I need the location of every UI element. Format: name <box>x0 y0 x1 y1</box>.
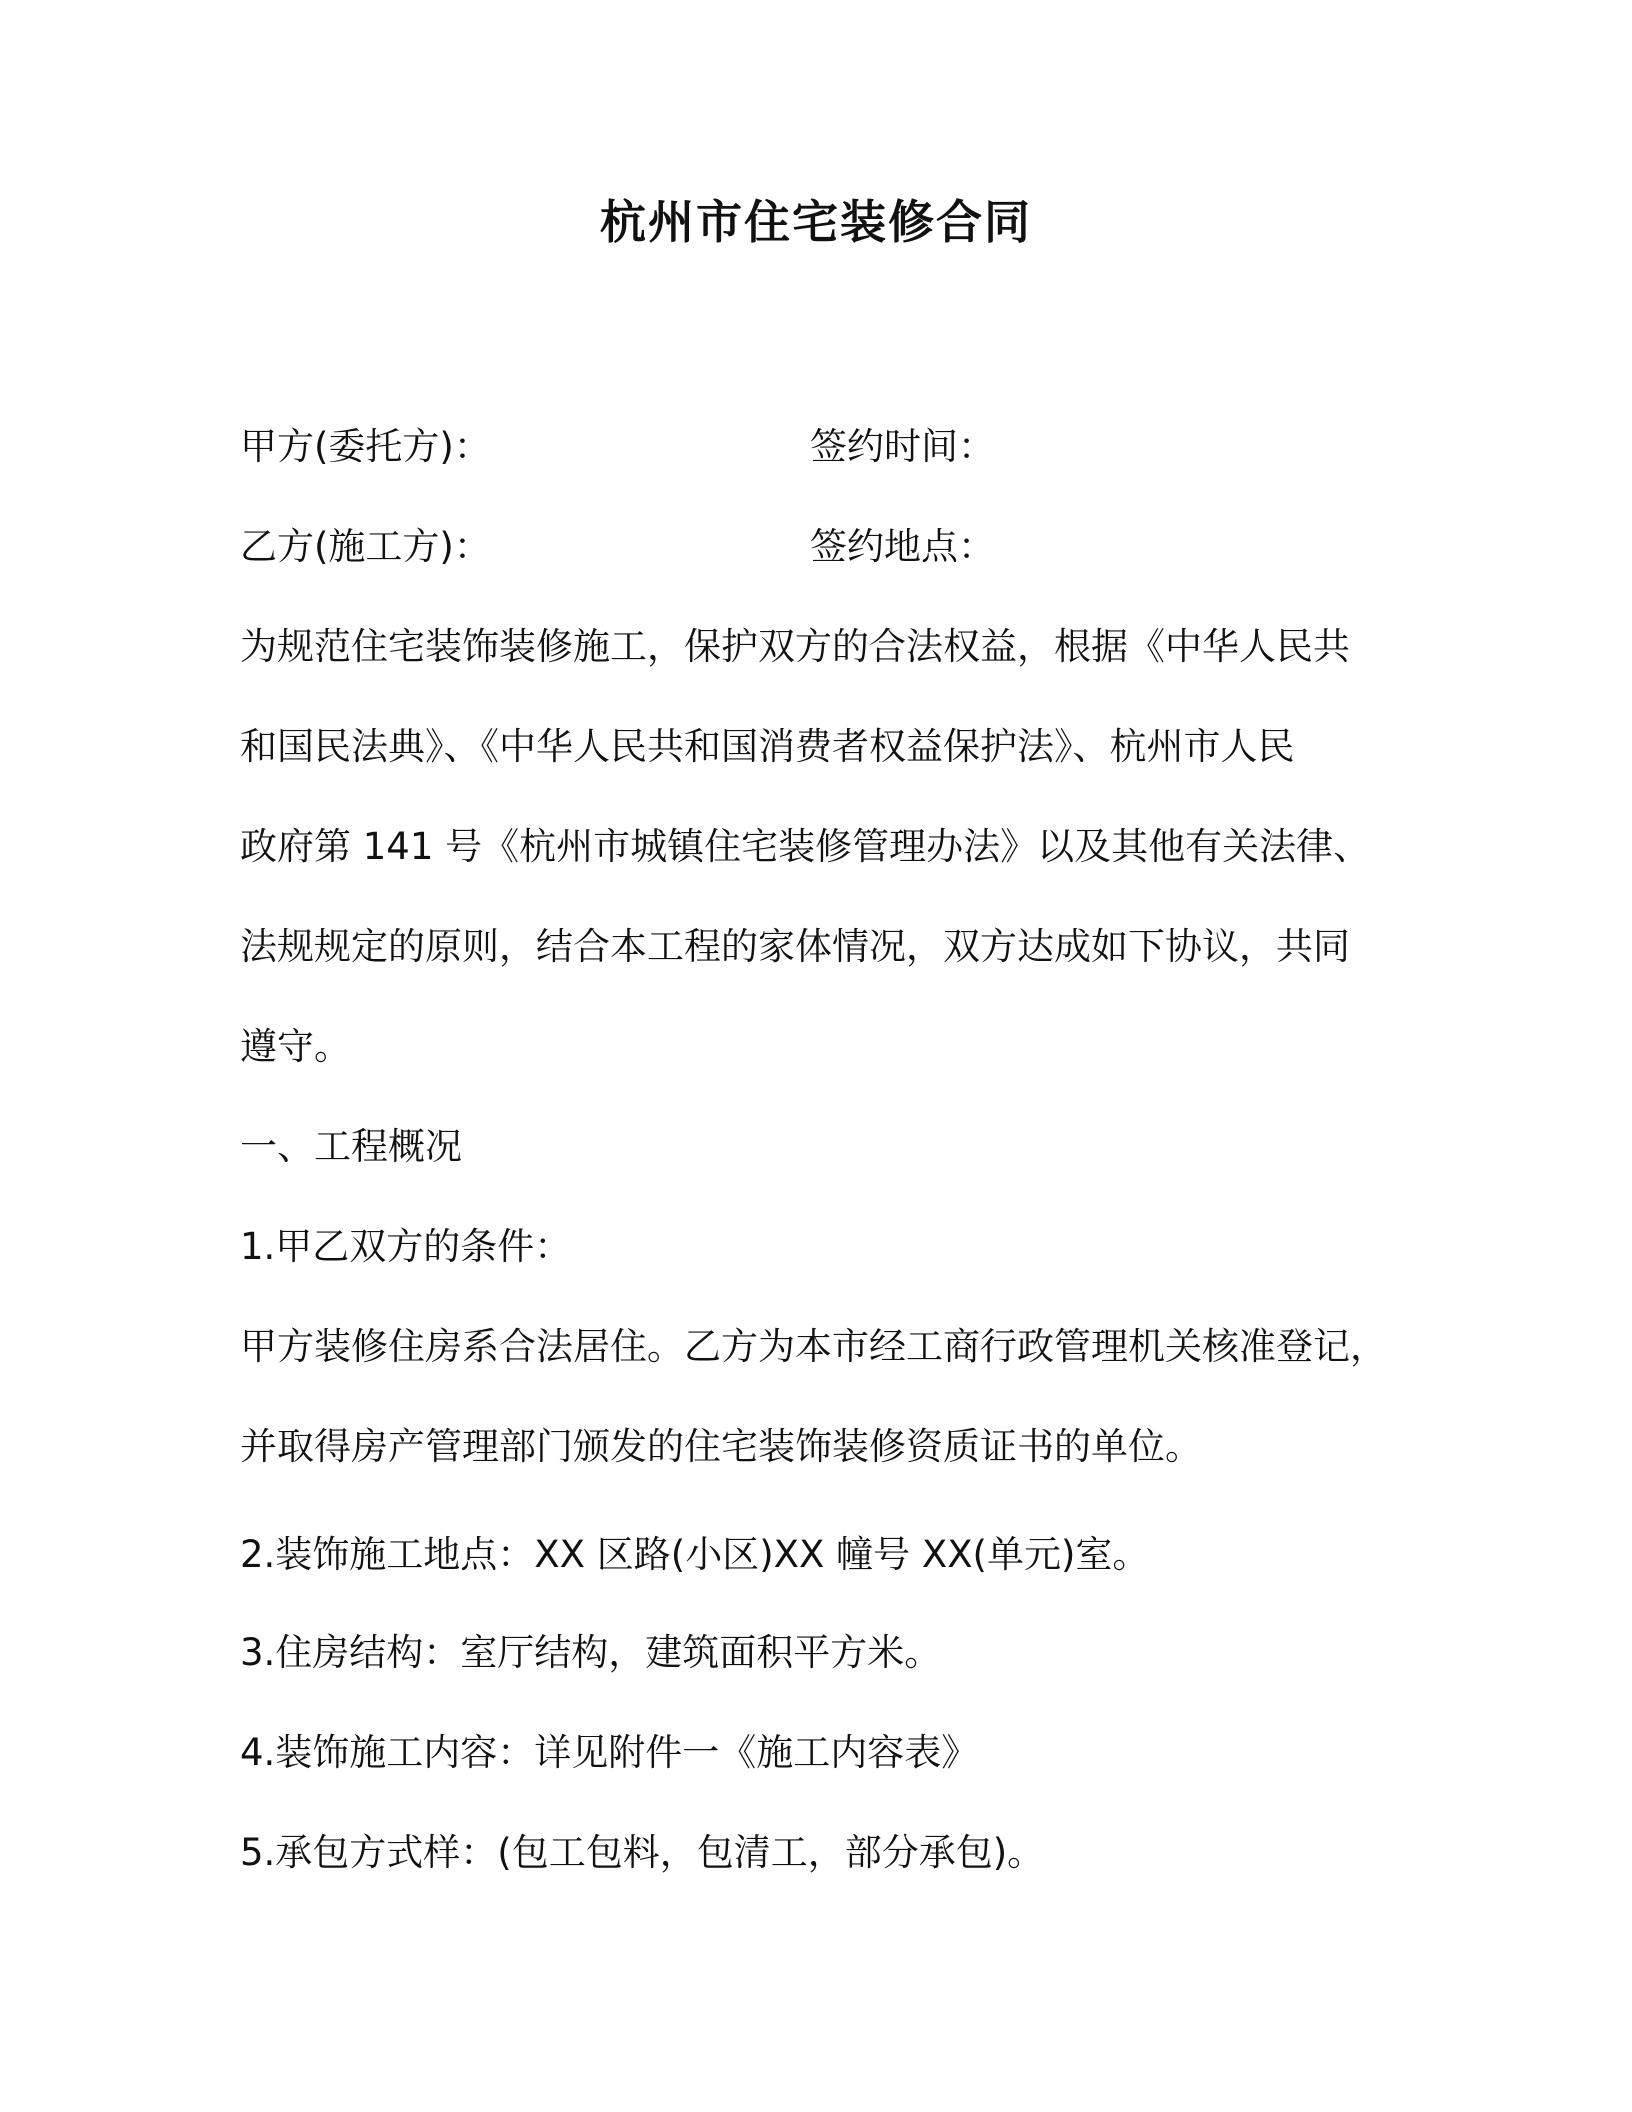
item-4: 4.装饰施工内容：详见附件一《施工内容表》 <box>240 1731 979 1774</box>
preamble-line: 法规规定的原则，结合本工程的家体情况，双方达成如下协议，共同 <box>240 925 1350 968</box>
preamble-line: 和国民法典》、《中华人民共和国消费者权益保护法》、杭州市人民 <box>240 725 1295 768</box>
party-b-label: 乙方(施工方)： <box>240 525 491 568</box>
party-a-label: 甲方(委托方)： <box>240 425 491 468</box>
preamble-line: 为规范住宅装饰装修施工，保护双方的合法权益，根据《中华人民共 <box>240 625 1350 668</box>
item-3: 3.住房结构：室厅结构，建筑面积平方米。 <box>240 1631 942 1674</box>
item-1-line: 并取得房产管理部门颁发的住宅装饰装修资质证书的单位。 <box>240 1425 1202 1468</box>
sign-place-label: 签约地点： <box>810 525 995 568</box>
preamble-line: 遵守。 <box>240 1025 351 1068</box>
item-5: 5.承包方式样：(包工包料，包清工，部分承包)。 <box>240 1831 1045 1874</box>
item-1-line: 甲方装修住房系合法居住。乙方为本市经工商行政管理机关核准登记， <box>240 1325 1387 1368</box>
section-heading: 一、工程概况 <box>240 1125 462 1168</box>
preamble-line: 政府第 141 号《杭州市城镇住宅装修管理办法》以及其他有关法律、 <box>240 825 1371 868</box>
item-1-heading: 1.甲乙双方的条件： <box>240 1225 572 1268</box>
document-title: 杭州市住宅装修合同 <box>600 195 1032 249</box>
sign-time-label: 签约时间： <box>810 425 995 468</box>
item-2: 2.装饰施工地点：XX 区路(小区)XX 幢号 XX(单元)室。 <box>240 1533 1150 1576</box>
